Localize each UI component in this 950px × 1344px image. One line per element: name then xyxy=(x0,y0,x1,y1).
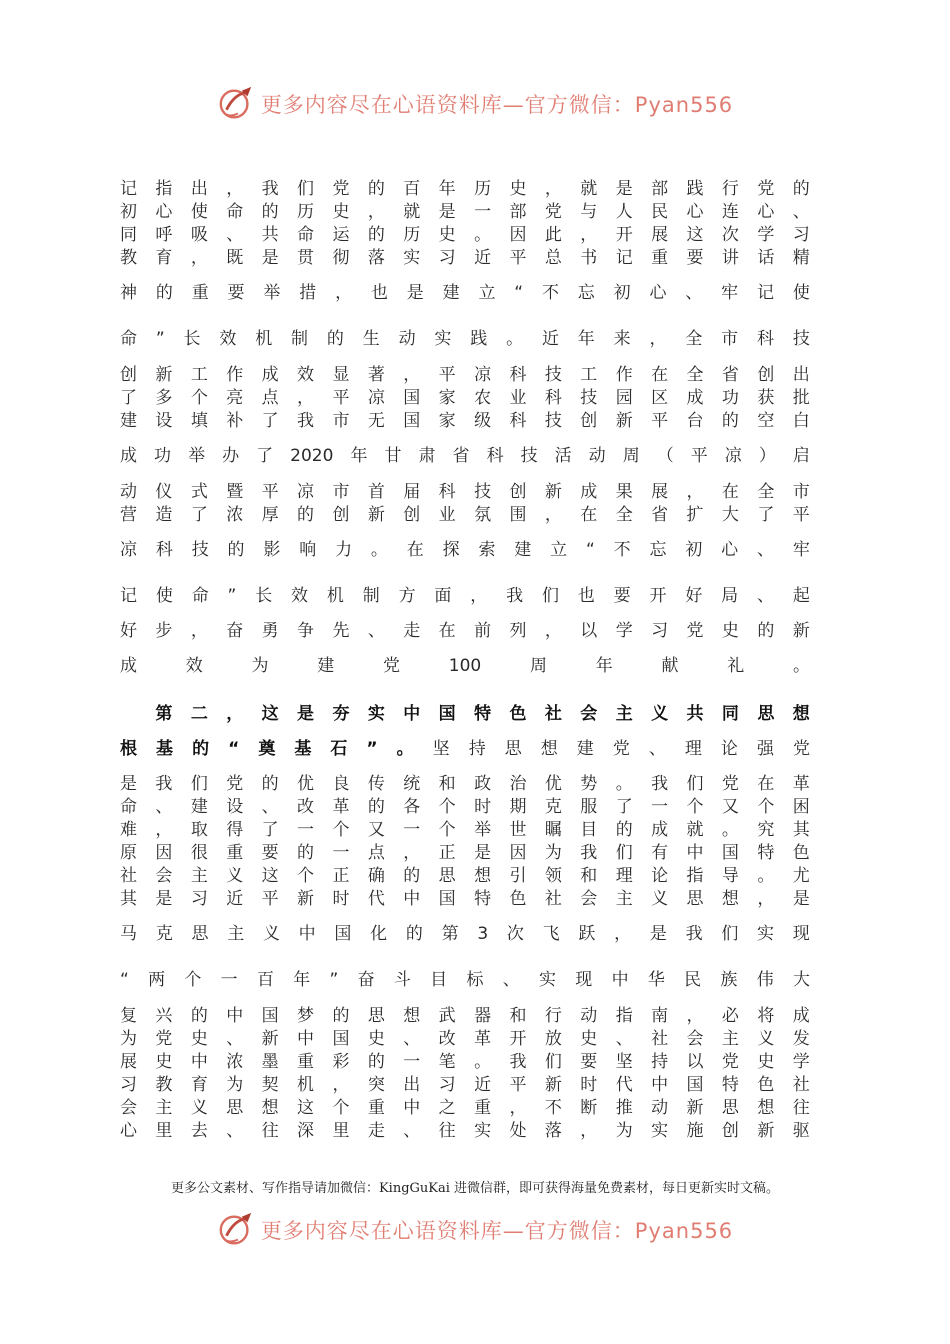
text-line: 为 党 史 、 新 中 国 史 、 改 革 开 放 史 、 社 会 主 义 发 xyxy=(120,1029,810,1049)
text-line: 展 史 中 浓 墨 重 彩 的 一 笔 。 我 们 要 坚 持 以 党 史 学 xyxy=(120,1052,810,1072)
text-line: 同 呼 吸 、 共 命 运 的 历 史 。 因 此 ， 开 展 这 次 学 习 xyxy=(120,225,810,245)
watermark-text: 更多内容尽在心语资料库—官方微信：Pyan556 xyxy=(260,93,734,117)
text-line: 习 教 育 为 契 机 ， 突 出 习 近 平 新 时 代 中 国 特 色 社 xyxy=(120,1075,810,1095)
footer-note: 更多公文素材、写作指导请加微信：KingGuKai 进微信群，即可获得海量免费素材，每日更新实时文稿。 xyxy=(170,1181,780,1196)
text-line: 会 主 义 思 想 这 个 重 中 之 重 ， 不 断 推 动 新 思 想 往 xyxy=(120,1098,810,1118)
text-line: 根 基 的 “ 奠 基 石 ” 。 坚 持 思 想 建 党 、 理 论 强 党 xyxy=(120,739,810,759)
text-line: 记 使 命 ” 长 效 机 制 方 面 ， 我 们 也 要 开 好 局 、 起 xyxy=(120,586,810,606)
text-line: 好 步 ， 奋 勇 争 先 、 走 在 前 列 ， 以 学 习 党 史 的 新 xyxy=(120,621,810,641)
text-line: 创 新 工 作 成 效 显 著 ， 平 凉 科 技 工 作 在 全 省 创 出 xyxy=(120,365,810,385)
text-line: 凉 科 技 的 影 响 力 。 在 探 索 建 立 “ 不 忘 初 心 、 牢 xyxy=(120,540,810,560)
watermark-header xyxy=(0,84,950,124)
text-line: 命 ” 长 效 机 制 的 生 动 实 践 。 近 年 来 ， 全 市 科 技 xyxy=(120,329,810,349)
text-line: 成 效 为 建 党 100 周 年 献 礼 。 xyxy=(120,656,810,676)
text-line: 了 多 个 亮 点 ， 平 凉 国 家 农 业 科 技 园 区 成 功 获 批 xyxy=(120,388,810,408)
text-line: 原 因 很 重 要 的 一 点 ， 正 是 因 为 我 们 有 中 国 特 色 xyxy=(120,843,810,863)
text-line: 动 仪 式 暨 平 凉 市 首 届 科 技 创 新 成 果 展 ， 在 全 市 xyxy=(120,482,810,502)
text-line: 记 指 出 ， 我 们 党 的 百 年 历 史 ， 就 是 部 践 行 党 的 xyxy=(120,179,810,199)
text-line: 教 育 ， 既 是 贯 彻 落 实 习 近 平 总 书 记 重 要 讲 话 精 xyxy=(120,248,810,268)
text-line: 第 二 ， 这 是 夯 实 中 国 特 色 社 会 主 义 共 同 思 想 xyxy=(155,704,810,724)
text-line: 社 会 主 义 这 个 正 确 的 思 想 引 领 和 理 论 指 导 。 尤 xyxy=(120,866,810,886)
text-line: 马 克 思 主 义 中 国 化 的 第 3 次 飞 跃 ， 是 我 们 实 现 xyxy=(120,924,810,944)
text-line: 成 功 举 办 了 2020 年 甘 肃 省 科 技 活 动 周 （ 平 凉 ） 启 xyxy=(120,446,810,466)
text-line: “ 两 个 一 百 年 ” 奋 斗 目 标 、 实 现 中 华 民 族 伟 大 xyxy=(120,970,810,990)
text-line: 复 兴 的 中 国 梦 的 思 想 武 器 和 行 动 指 南 ， 必 将 成 xyxy=(120,1006,810,1026)
text-line: 建 设 填 补 了 我 市 无 国 家 级 科 技 创 新 平 台 的 空 白 xyxy=(120,411,810,431)
text-line: 营 造 了 浓 厚 的 创 新 创 业 氛 围 ， 在 全 省 扩 大 了 平 xyxy=(120,505,810,525)
document-body xyxy=(120,178,810,1142)
watermark-footer xyxy=(0,1210,950,1250)
text-line: 初 心 使 命 的 历 史 ， 就 是 一 部 党 与 人 民 心 连 心 、 xyxy=(120,202,810,222)
pen-logo-icon xyxy=(217,85,255,123)
text-line: 是 我 们 党 的 优 良 传 统 和 政 治 优 势 。 我 们 党 在 革 xyxy=(120,774,810,794)
watermark-text: 更多内容尽在心语资料库—官方微信：Pyan556 xyxy=(260,1219,734,1243)
text-line: 其 是 习 近 平 新 时 代 中 国 特 色 社 会 主 义 思 想 ， 是 xyxy=(120,889,810,909)
text-line: 命 、 建 设 、 改 革 的 各 个 时 期 克 服 了 一 个 又 个 困 xyxy=(120,797,810,817)
pen-logo-icon xyxy=(217,1211,255,1249)
text-line: 难 ， 取 得 了 一 个 又 一 个 举 世 瞩 目 的 成 就 。 究 其 xyxy=(120,820,810,840)
text-line: 心 里 去 、 往 深 里 走 、 往 实 处 落 ， 为 实 施 创 新 驱 xyxy=(120,1121,810,1141)
text-line: 神 的 重 要 举 措 ， 也 是 建 立 “ 不 忘 初 心 、 牢 记 使 xyxy=(120,283,810,303)
